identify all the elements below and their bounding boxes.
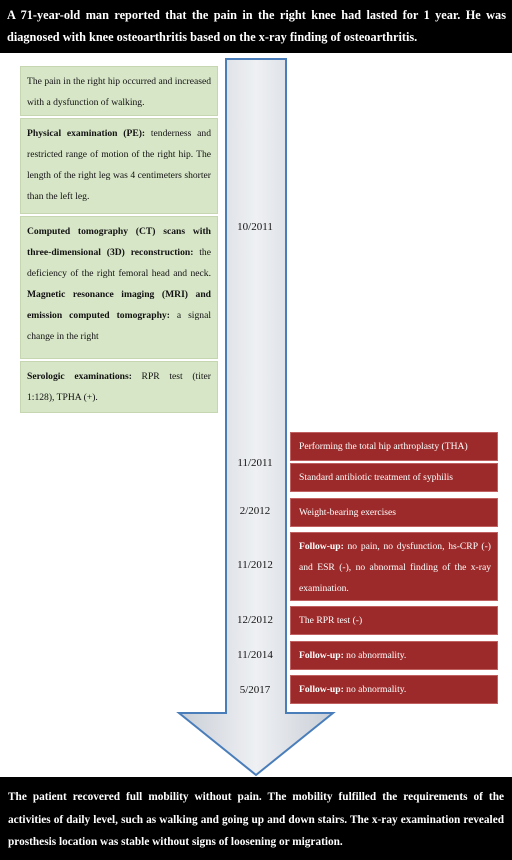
finding-box-symptoms-text: The pain in the right hip occurred and increased with a dysfunction of walking. (27, 76, 211, 108)
footer-text: The patient recovered full mobility without pain. The mobility fulfilled the requirements of the activities of daily level, such as walking and going up and down stairs. The x-ray examination revealed prosthesis location was stable without signs of loosening or migration. (8, 791, 504, 848)
treatment-box-tha-text: Performing the total hip arthroplasty (THA) (299, 441, 468, 452)
timeline-date: 11/2014 (237, 649, 273, 661)
timeline-date: 11/2011 (237, 457, 273, 469)
rpr-test-box-text: The RPR test (-) (299, 615, 363, 626)
followup-box-2014-text: no abnormality. (343, 650, 407, 661)
followup-box-2017-text: no abnormality. (343, 684, 407, 695)
finding-box-imaging-heading-2: Magnetic resonance imaging (MRI) and emission computed tomography: (27, 289, 211, 321)
timeline-date: 12/2012 (236, 614, 274, 626)
followup-box-2017-heading: Follow-up: (299, 684, 344, 695)
followup-box-2012 (290, 532, 498, 601)
treatment-box-antibiotic (290, 463, 498, 492)
timeline-date: 10/2011 (237, 221, 273, 233)
finding-box-imaging (20, 216, 218, 359)
treatment-box-exercises-text: Weight-bearing exercises (299, 507, 396, 518)
treatment-box-tha (290, 432, 498, 461)
finding-box-imaging-text-2: a signal change in the right (27, 310, 211, 342)
finding-box-imaging-text: the deficiency of the right femoral head and neck. (27, 247, 211, 279)
finding-box-physical-exam (20, 118, 218, 214)
header-text: A 71-year-old man reported that the pain in the right knee had lasted for 1 year. He was diagnosed with knee osteoarthritis based on the x-ray finding of osteoarthritis. (7, 8, 506, 44)
timeline-date: 5/2017 (239, 684, 271, 696)
finding-box-imaging-heading: Computed tomography (CT) scans with three-dimensional (3D) reconstruction: (27, 226, 211, 258)
followup-box-2017 (290, 675, 498, 704)
followup-box-2012-text: no pain, no dysfunction, hs-CRP (-) and ESR (-), no abnormal finding of the x-ray examination. (299, 541, 491, 594)
finding-box-symptoms (20, 66, 218, 116)
timeline-date: 11/2012 (237, 559, 273, 571)
footer-banner (0, 777, 512, 860)
treatment-box-exercises (290, 498, 498, 527)
finding-box-physical-exam-heading: Physical examination (PE): (27, 128, 146, 139)
finding-box-physical-exam-text: tenderness and restricted range of motion of the right hip. The length of the right leg was 4 centimeters shorter than the left leg. (27, 128, 211, 202)
treatment-box-antibiotic-text: Standard antibiotic treatment of syphilis (299, 472, 454, 483)
timeline-date: 2/2012 (239, 505, 271, 517)
rpr-test-box (290, 606, 498, 635)
followup-box-2014 (290, 641, 498, 670)
finding-box-serology (20, 361, 218, 413)
followup-box-2012-heading: Follow-up: (299, 541, 344, 552)
followup-box-2014-heading: Follow-up: (299, 650, 344, 661)
finding-box-serology-heading: Serologic examinations: (27, 371, 132, 382)
finding-box-serology-text: RPR test (titer 1:128), TPHA (+). (27, 371, 211, 403)
